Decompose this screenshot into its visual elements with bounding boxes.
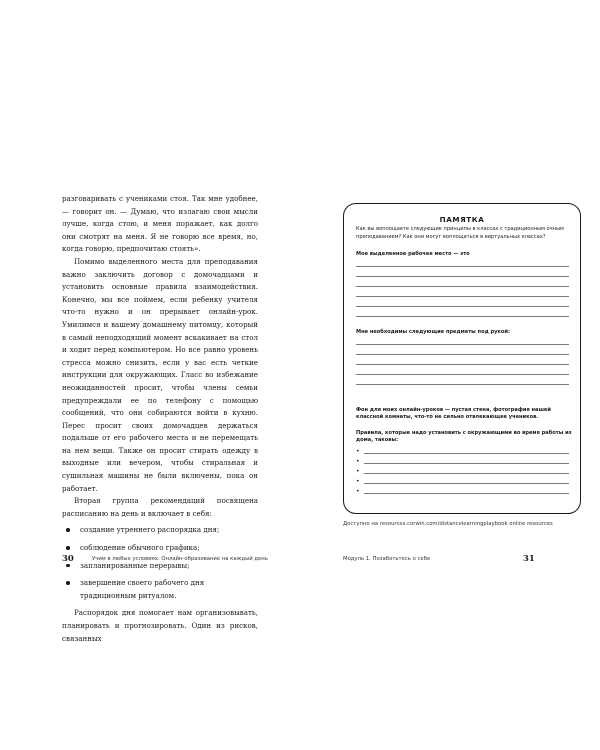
background-label: Фон для моих онлайн-уроков — пустая стена, фотография нашей классной комнаты, что-то не сильно отвлекающее учеников. xyxy=(356,407,551,421)
rule-bullet-line: • xyxy=(356,448,569,456)
write-line xyxy=(356,316,569,317)
rule-bullet-line: • xyxy=(356,468,569,476)
schedule-list xyxy=(62,524,258,602)
paragraph: Помимо выделенного места для преподавания важно заключить договор с домочадцами и установить основные правила взаимодействия. Конечно, мы все поймем, если ребенку учителя что-то нужно и он прерывает онлайн-урок. Умилимся и вашему домашнему питомцу, который в самый неподходящий момент вскакивает на стол и ходит перед компьютером. Но все равно уровень стресса можно снизить, если у вас есть четкие инструкции для окружающих. Гласс во избежание неожиданностей просит, чтобы члены семьи предупреждали ее по телефону с помощью сообщений, что они собираются войти в кухню. Перес просит своих домочадцев держаться подальше от его рабочего места и не перемещать на нем вещи. Также он просит стирать одежду в выходные или вечером, чтобы стиральная и сушильная машины не были включены, пока он работает. xyxy=(62,256,258,493)
write-line xyxy=(356,286,569,287)
rules-label: Правила, которые надо установить с окружающими во время работы из дома, таковы: xyxy=(356,430,572,444)
memo-intro: Как вы воплощаете следующие принципы в классах с традиционным очным преподаванием? Как они могут воплощаться в виртуальных классах? xyxy=(356,226,564,240)
bullet-icon xyxy=(66,564,70,568)
rule-bullet-line: • xyxy=(356,478,569,486)
rule-bullet-line: • xyxy=(356,458,569,466)
write-line xyxy=(356,354,569,355)
paragraph: Вторая группа рекомендаций посвящена расписанию на день и включает в себя: xyxy=(62,496,258,518)
write-line xyxy=(356,364,569,365)
write-line xyxy=(356,344,569,345)
running-head-right: Модуль 1. Позаботьтесь о себе xyxy=(343,556,431,562)
write-line xyxy=(356,384,569,385)
left-page-body xyxy=(62,193,258,645)
list-item: создание утреннего распорядка дня; xyxy=(62,524,258,537)
availability-note: Доступно на resources.corwin.com/distancelearningplaybook online resources xyxy=(343,521,553,527)
paragraph: Распорядок дня помогает нам организовывать, планировать и прогнозировать. Один из рисков, связанных xyxy=(62,608,258,643)
paragraph: разговаривать с учениками стоя. Так мне удобнее, — говорит он. — Думаю, что излагаю свои мысли лучше, когда стою, и меня поражает, как долго они смотрят на меня. Я не говорю все время, но, когда говорю, предпочитаю стоять». xyxy=(62,194,258,254)
write-line xyxy=(356,306,569,307)
memo-title: ПАМЯТКА xyxy=(439,215,485,224)
bullet-icon xyxy=(66,546,70,550)
workspace-label: Мое выделенное рабочее место — это xyxy=(356,251,470,257)
write-line xyxy=(356,266,569,267)
write-line xyxy=(356,374,569,375)
list-item: завершение своего рабочего дня традиционным ритуалом. xyxy=(62,577,258,602)
page-number-left: 30 xyxy=(62,554,74,564)
list-item: соблюдение обычного графика; xyxy=(62,542,258,555)
write-line xyxy=(356,296,569,297)
list-item: запланированные перерывы; xyxy=(62,560,258,573)
supplies-label: Мне необходимы следующие предметы под рукой: xyxy=(356,329,510,335)
bullet-icon xyxy=(66,528,70,532)
write-line xyxy=(356,276,569,277)
bullet-icon xyxy=(66,581,70,585)
memo-box xyxy=(343,203,581,514)
running-head-left: Учим в любых условиях. Онлайн-образование на каждый день xyxy=(92,556,268,562)
rule-bullet-line: • xyxy=(356,488,569,496)
page-number-right: 31 xyxy=(523,554,535,564)
